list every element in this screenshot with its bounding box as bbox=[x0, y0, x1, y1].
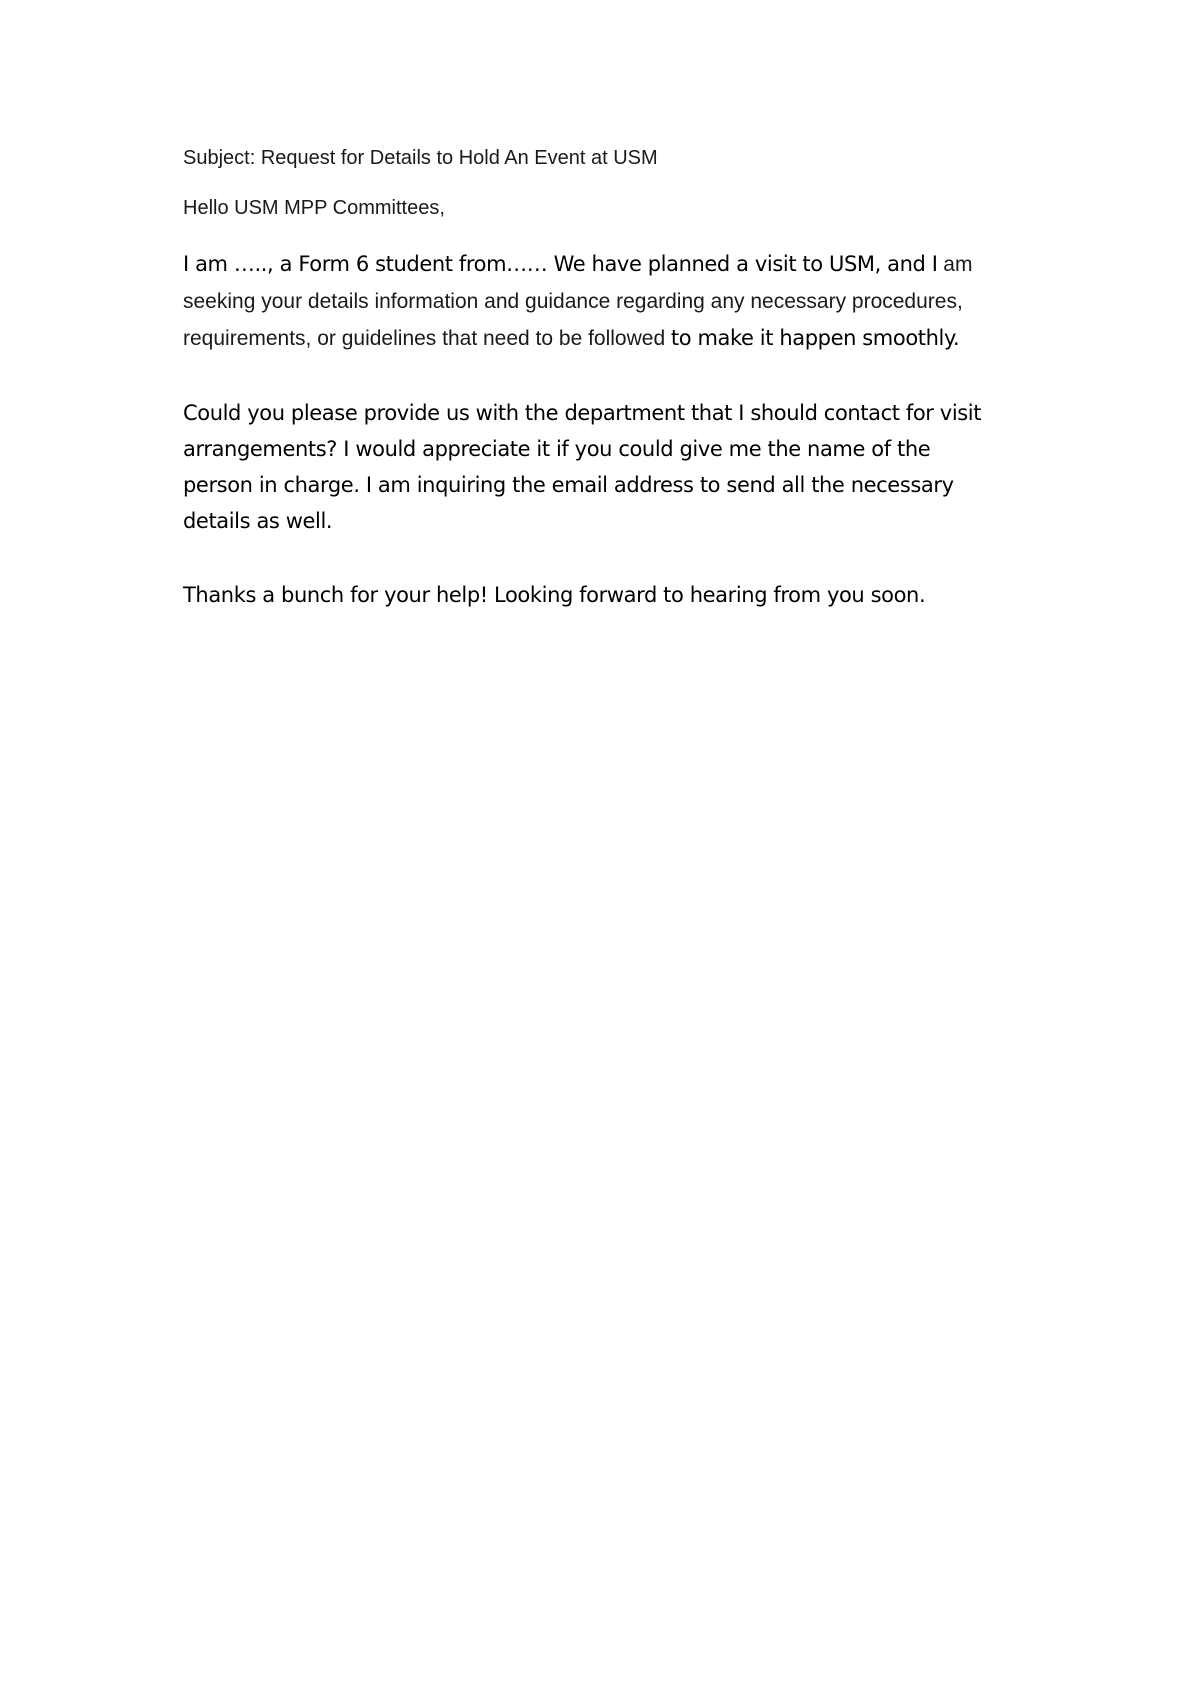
paragraph-introduction bbox=[183, 246, 1005, 357]
paragraph-closing: Thanks a bunch for your help! Looking forward to hearing from you soon. bbox=[183, 583, 926, 607]
intro-text-part-1: I am ….., a Form 6 student from…… We have planned a visit to USM, and I bbox=[183, 252, 938, 276]
subject-line: Subject: Request for Details to Hold An Event at USM bbox=[183, 147, 658, 169]
paragraph-request: Could you please provide us with the department that I should contact for visit arrangements? I would appreciate it if you could give me the name of the person in charge. I am inquiring the email address to send all the necessary details as well. bbox=[183, 401, 982, 533]
letter-body bbox=[183, 146, 1005, 613]
intro-text-part-3: to make it happen smoothly. bbox=[670, 326, 960, 350]
intro-text-part-2: am seeking your details information and guidance regarding any necessary procedures, requirements, or guidelines that need to be followed bbox=[183, 253, 973, 350]
greeting-line: Hello USM MPP Committees, bbox=[183, 197, 445, 219]
